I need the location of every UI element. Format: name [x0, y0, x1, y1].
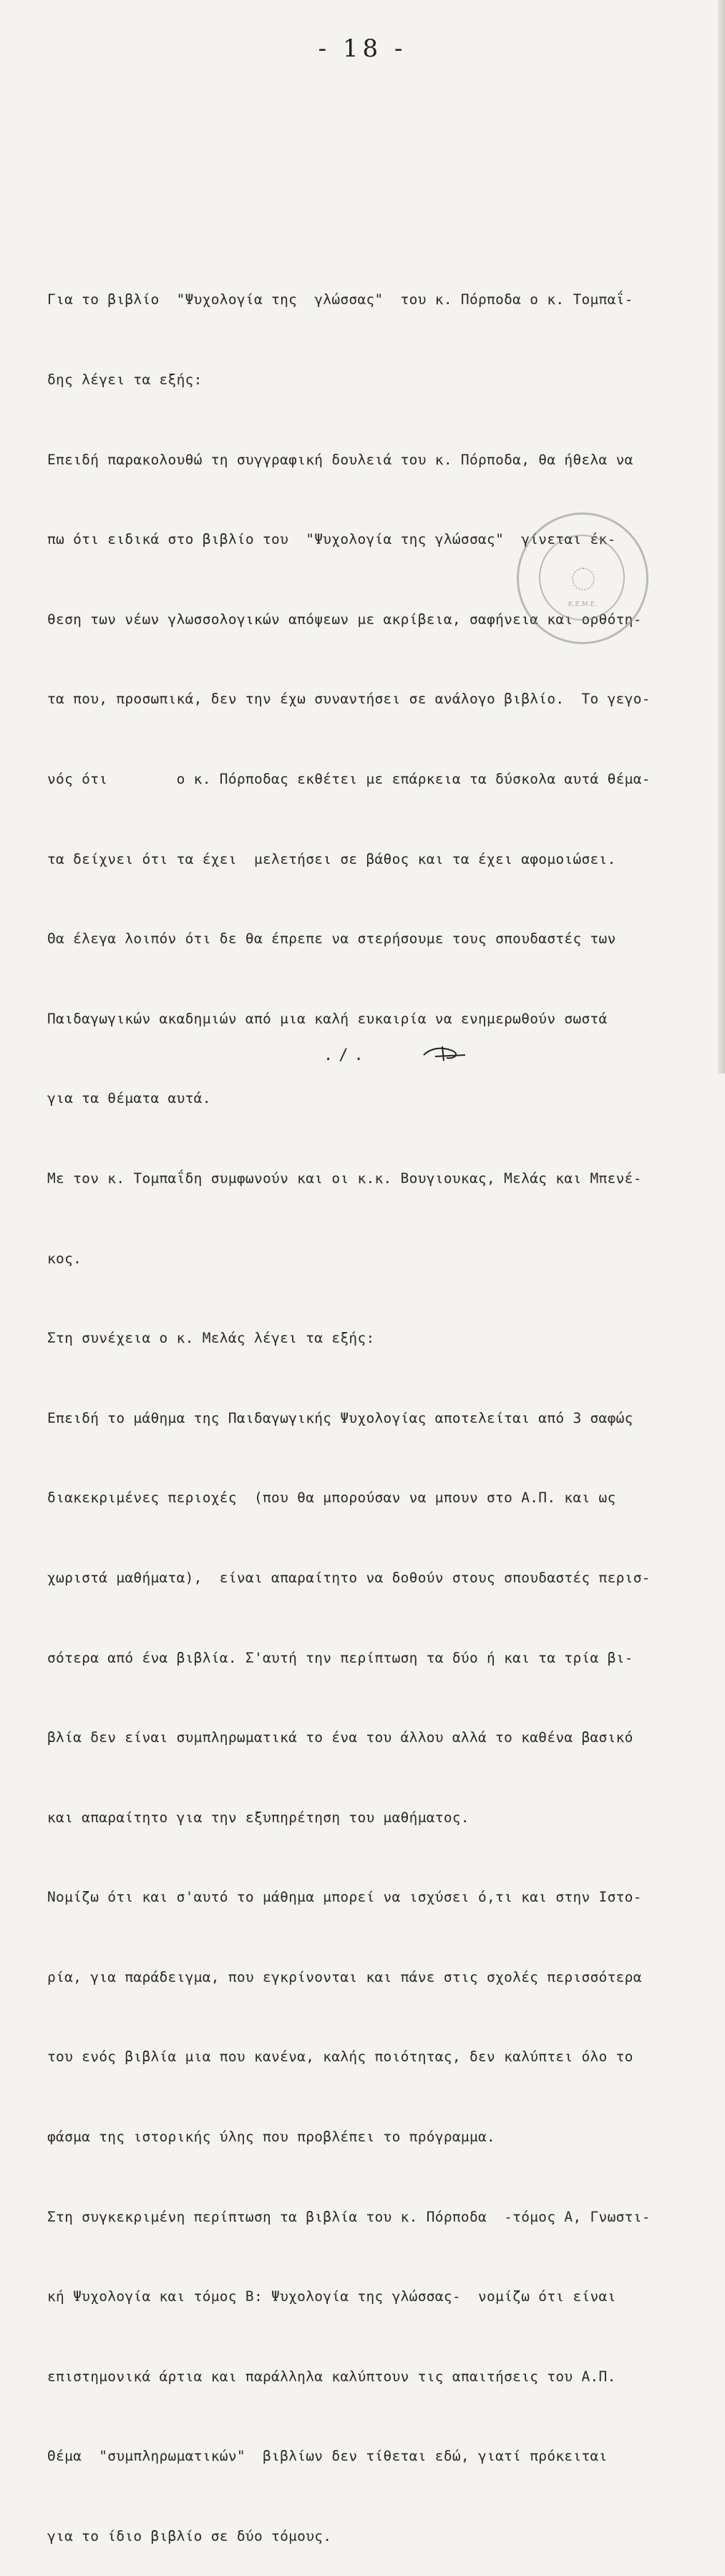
page-edge: [718, 0, 725, 1074]
text-line: τα δείχνει ότι τα έχει μελετήσει σε βάθος και τα έχει αφομοιώσει.: [47, 850, 616, 867]
official-stamp: [517, 512, 648, 644]
text-line: κή Ψυχολογία και τόμος Β: Ψυχολογία της γλώσσας- νομίζω ότι είναι: [47, 2288, 616, 2305]
page-number: - 18 -: [318, 34, 407, 63]
text-line: Επειδή παρακολουθώ τη συγγραφική δουλειά του κ. Πόρποδα, θα ήθελα να: [47, 451, 633, 468]
text-line: Θέμα "συμπληρωματικών" βιβλίων δεν τίθεται εδώ, γιατί πρόκειται: [47, 2448, 608, 2465]
text-line: Παιδαγωγικών ακαδημιών από μια καλή ευκαιρία να ενημερωθούν σωστά: [47, 1010, 608, 1027]
text-line: και απαραίτητο για την εξυπηρέτηση του μαθήματος.: [47, 1809, 469, 1826]
text-line: Θα έλεγα λοιπόν ότι δε θα έπρεπε να στερήσουμε τους σπουδαστές των: [47, 930, 616, 948]
text-line: σότερα από ένα βιβλία. Σ'αυτή την περίπτωση τα δύο ή και τα τρία βι-: [47, 1649, 633, 1666]
signature-icon: [421, 1044, 468, 1064]
text-line: φάσμα της ιστορικής ύλης που προβλέπει το πρόγραμμα.: [47, 2129, 496, 2146]
text-line: για τα θέματα αυτά.: [47, 1090, 211, 1107]
text-line: επιστημονικά άρτια και παράλληλα καλύπτουν τις απαιτήσεις του Α.Π.: [47, 2368, 616, 2385]
text-line: Στη συγκεκριμένη περίπτωση τα βιβλία του κ. Πόρποδα -τόμος Α, Γνωστι-: [47, 2208, 651, 2225]
text-line: διακεκριμένες περιοχές (που θα μπορούσαν να μπουν στο Α.Π. και ως: [47, 1489, 616, 1507]
text-line: δης λέγει τα εξής:: [47, 371, 203, 388]
text-line: τα που, προσωπικά, δεν την έχω συναντήσει σε ανάλογο βιβλίο. Το γεγο-: [47, 691, 651, 708]
text-line: του ενός βιβλία μια που κανένα, καλής ποιότητας, δεν καλύπτει όλο το: [47, 2048, 633, 2066]
stamp-label: Κ.Ε.Μ.Ε.: [568, 601, 598, 608]
text-line: για το ίδιο βιβλίο σε δύο τόμους.: [47, 2528, 332, 2545]
continuation-mark: ./.: [323, 1046, 369, 1064]
text-line: πω ότι ειδικά στο βιβλίο του "Ψυχολογία της γλώσσας" γίνεται έκ-: [47, 531, 616, 548]
text-line: κος.: [47, 1250, 82, 1267]
text-line: βλία δεν είναι συμπληρωματικά το ένα του άλλου αλλά το καθένα βασικό: [47, 1729, 633, 1746]
text-line: Για το βιβλίο "Ψυχολογία της γλώσσας" του κ. Πόρποδα ο κ. Τομπαΐ-: [47, 291, 633, 308]
text-line: Νομίζω ότι και σ'αυτό το μάθημα μπορεί να ισχύσει ό,τι και στην Ιστο-: [47, 1889, 642, 1906]
text-line: Με τον κ. Τομπαΐδη συμφωνούν και οι κ.κ. Βουγιουκας, Μελάς και Μπενέ-: [47, 1170, 642, 1187]
text-line: Στη συνέχεια ο κ. Μελάς λέγει τα εξής:: [47, 1330, 375, 1347]
text-line: Επειδή το μάθημα της Παιδαγωγικής Ψυχολογίας αποτελείται από 3 σαφώς: [47, 1409, 633, 1426]
text-line: χωριστά μαθήματα), είναι απαραίτητο να δοθούν στους σπουδαστές περισ-: [47, 1569, 651, 1586]
text-line: ρία, για παράδειγμα, που εγκρίνονται και πάνε στις σχολές περισσότερα: [47, 1968, 642, 1986]
text-line: νός ότι ο κ. Πόρποδας εκθέτει με επάρκεια τα δύσκολα αυτά θέμα-: [47, 770, 651, 787]
text-line: θεση των νέων γλωσσολογικών απόψεων με ακρίβεια, σαφήνεια και ορθότη-: [47, 611, 642, 628]
